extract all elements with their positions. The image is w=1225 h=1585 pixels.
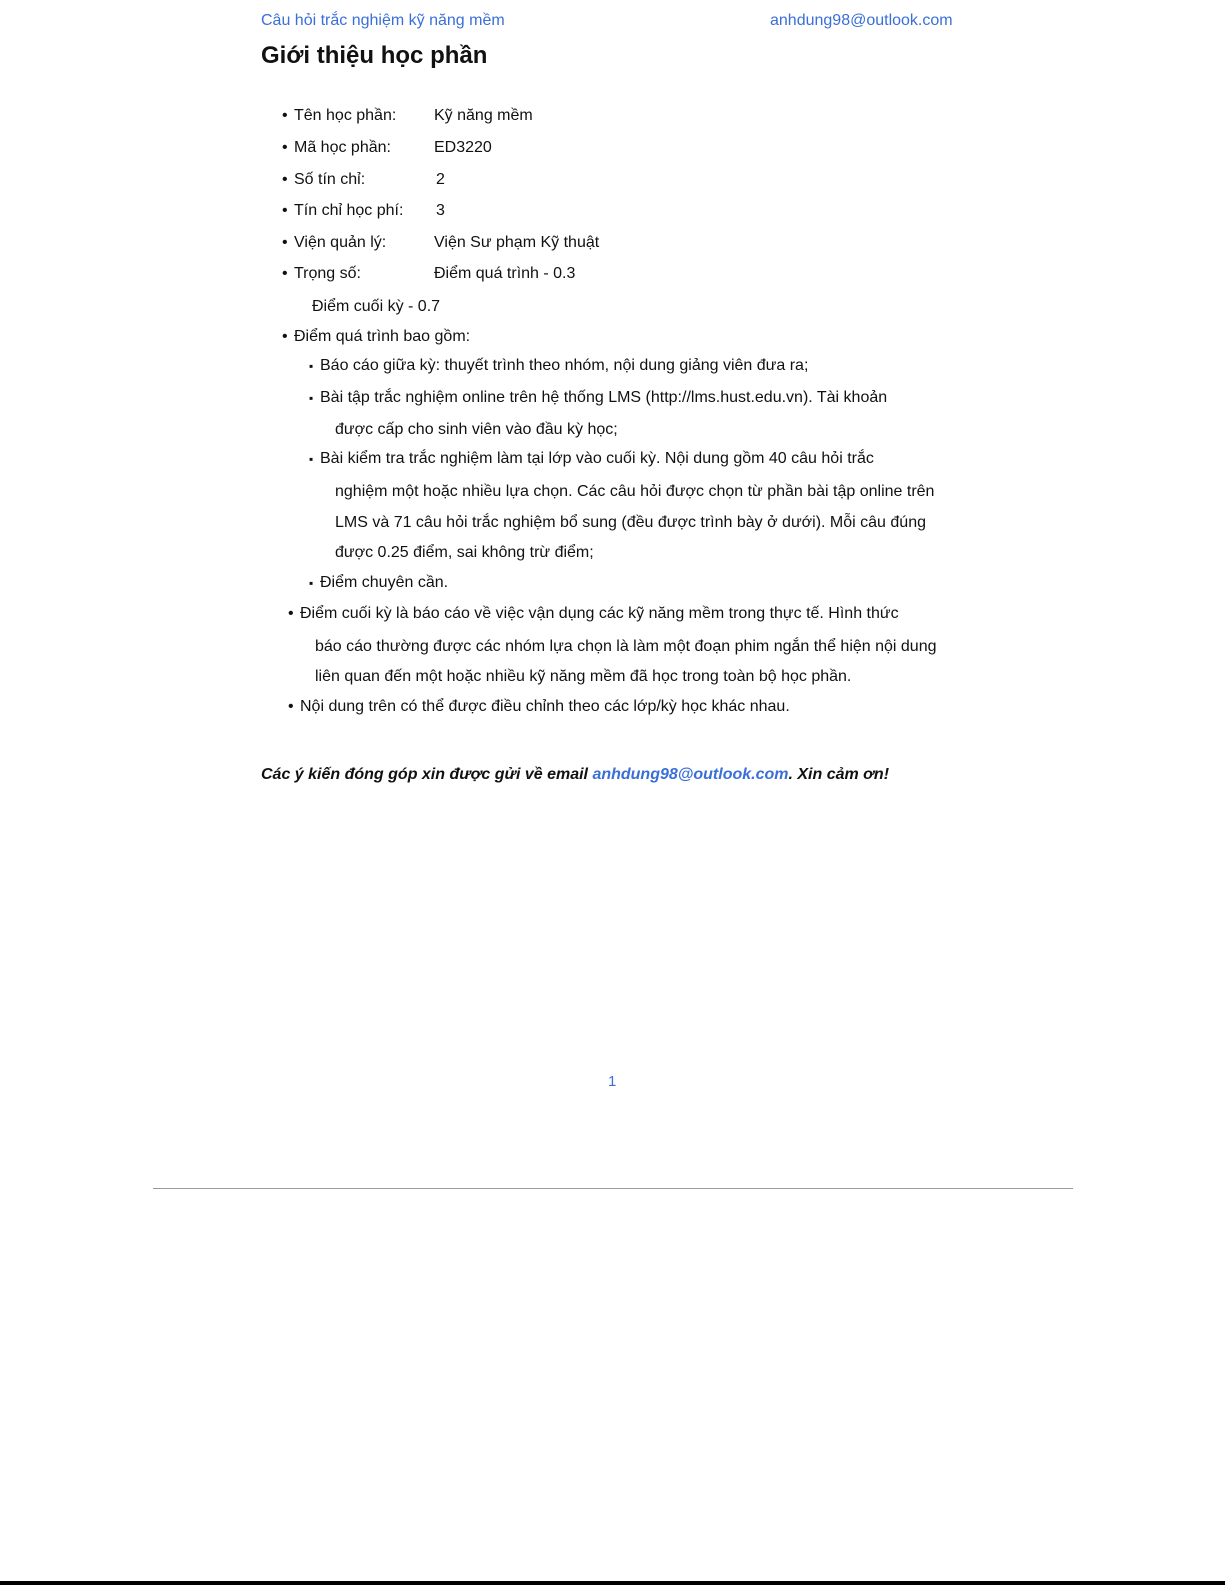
info-item-weight: • Trọng số: Điểm quá trình - 0.3 (282, 265, 576, 282)
final-item: • Điểm cuối kỳ là báo cáo về việc vận dụng các kỹ năng mềm trong thực tế. Hình thức (288, 605, 899, 622)
adjust-item: • Nội dung trên có thể được điều chỉnh theo các lớp/kỳ học khác nhau. (288, 698, 790, 715)
bottom-border (0, 1581, 1225, 1585)
process-item-cont: được cấp cho sinh viên vào đầu kỳ học; (335, 421, 618, 438)
process-item-cont: LMS và 71 câu hỏi trắc nghiệm bổ sung (đều được trình bày ở dưới). Mỗi câu đúng (335, 514, 926, 531)
page-number: 1 (608, 1073, 617, 1090)
process-item: ▪ Điểm chuyên cần. (309, 574, 449, 591)
header-title: Câu hỏi trắc nghiệm kỹ năng mềm (261, 12, 505, 29)
final-item-cont: báo cáo thường được các nhóm lựa chọn là làm một đoạn phim ngắn thể hiện nội dung (315, 638, 937, 655)
process-item: ▪ Bài kiểm tra trắc nghiệm làm tại lớp vào cuối kỳ. Nội dung gồm 40 câu hỏi trắc (309, 450, 874, 467)
page-divider (153, 1188, 1073, 1189)
process-intro: • Điểm quá trình bao gồm: (282, 328, 471, 345)
info-item-credits: • Số tín chỉ: 2 (282, 171, 445, 188)
page-title: Giới thiệu học phần (261, 42, 488, 69)
info-item-name: • Tên học phần: Kỹ năng mềm (282, 107, 533, 124)
feedback-email-link[interactable]: anhdung98@outlook.com (592, 766, 789, 783)
process-item: ▪ Báo cáo giữa kỳ: thuyết trình theo nhóm, nội dung giảng viên đưa ra; (309, 357, 809, 374)
info-item-code: • Mã học phần: ED3220 (282, 139, 492, 156)
feedback-note: Các ý kiến đóng góp xin được gửi về email anhdung98@outlook.com. Xin cảm ơn! (261, 766, 890, 783)
process-item-cont: được 0.25 điểm, sai không trừ điểm; (335, 544, 594, 561)
info-item-institute: • Viện quản lý: Viện Sư phạm Kỹ thuật (282, 234, 600, 251)
header-email[interactable]: anhdung98@outlook.com (770, 12, 953, 29)
info-item-fee-credits: • Tín chỉ học phí: 3 (282, 202, 445, 219)
process-item-cont: nghiệm một hoặc nhiều lựa chọn. Các câu hỏi được chọn từ phần bài tập online trên (335, 483, 935, 500)
process-item: ▪ Bài tập trắc nghiệm online trên hệ thống LMS (http://lms.hust.edu.vn). Tài khoản (309, 389, 888, 406)
info-item-weight-extra: Điểm cuối kỳ - 0.7 (312, 298, 441, 315)
final-item-cont: liên quan đến một hoặc nhiều kỹ năng mềm đã học trong toàn bộ học phần. (315, 668, 852, 685)
